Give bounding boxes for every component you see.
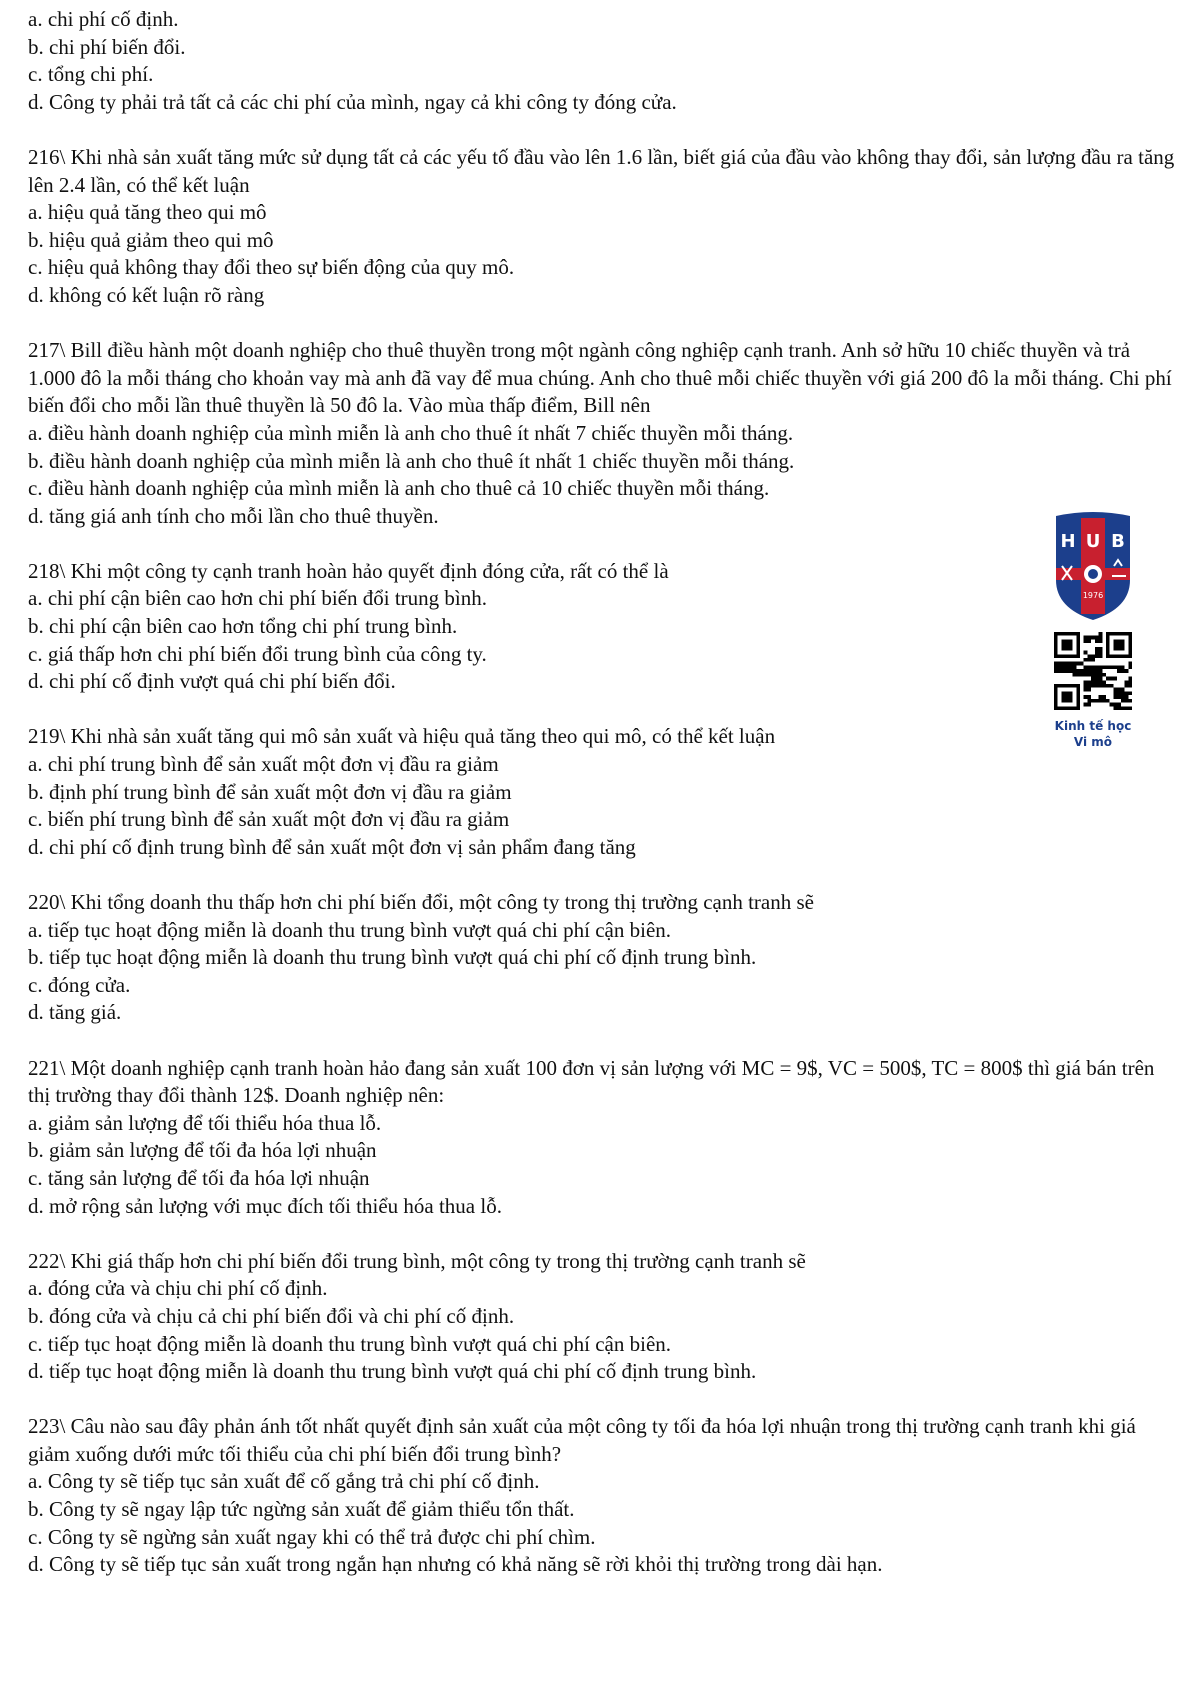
option-line: b. chi phí biến đổi.	[28, 34, 186, 59]
question-text: 217\ Bill điều hành một doanh nghiệp cho thuê thuyền trong một ngành công nghiệp cạnh tranh. Anh sở hữu 10 chiếc thuyền và trả 1.000 đô la mỗi tháng cho khoản vay mà anh đã vay để mua chúng. Anh cho thuê mỗi chiếc thuyền với giá 200 đô la mỗi tháng. Chi phí biến đổi cho mỗi lần thuê thuyền là 50 đô la. Vào mùa thấp điểm, Bill nên	[28, 338, 1172, 418]
option-line: a. chi phí cố định.	[28, 7, 179, 31]
option-line: d. tăng giá.	[28, 1000, 122, 1025]
caption-line: Vi mô	[1073, 735, 1113, 749]
option-line: a. hiệu quả tăng theo qui mô	[28, 200, 267, 225]
logo-letter: H	[1060, 531, 1076, 552]
option-line: a. đóng cửa và chịu chi phí cố định.	[28, 1276, 328, 1301]
option-line: d. tiếp tục hoạt động miễn là doanh thu trung bình vượt quá chi phí cố định trung bình.	[28, 1359, 757, 1384]
option-line: c. tiếp tục hoạt động miễn là doanh thu trung bình vượt quá chi phí cận biên.	[28, 1331, 672, 1356]
logo-letter: U	[1085, 531, 1101, 552]
option-line: d. Công ty sẽ tiếp tục sản xuất trong ngắn hạn nhưng có khả năng sẽ rời khỏi thị trường trong dài hạn.	[28, 1552, 883, 1577]
hub-shield-icon	[1052, 510, 1134, 622]
option-line: c. điều hành doanh nghiệp của mình miễn là anh cho thuê cả 10 chiếc thuyền mỗi tháng.	[28, 476, 770, 501]
question-218	[28, 558, 1178, 696]
option-line: b. định phí trung bình để sản xuất một đơn vị đầu ra giảm	[28, 779, 512, 804]
question-221	[28, 1055, 1178, 1221]
qr-code-icon	[1054, 632, 1132, 710]
question-text: 221\ Một doanh nghiệp cạnh tranh hoàn hảo đang sản xuất 100 đơn vị sản lượng với MC = 9$, VC = 500$, TC = 800$ thì giá bán trên thị trường thay đổi thành 12$. Doanh nghiệp nên:	[28, 1055, 1155, 1108]
option-line: d. không có kết luận rõ ràng	[28, 282, 265, 307]
course-caption	[1055, 718, 1132, 750]
option-line: a. chi phí cận biên cao hơn chi phí biến đổi trung bình.	[28, 586, 487, 611]
option-line: d. chi phí cố định vượt quá chi phí biến đổi.	[28, 669, 396, 694]
hub-logo-panel	[1048, 510, 1138, 750]
question-222	[28, 1248, 1178, 1386]
question-217	[28, 337, 1178, 530]
question-216	[28, 144, 1178, 310]
option-line: c. tăng sản lượng để tối đa hóa lợi nhuận	[28, 1165, 370, 1190]
option-line: b. tiếp tục hoạt động miễn là doanh thu trung bình vượt quá chi phí cố định trung bình.	[28, 945, 757, 970]
question-text: 218\ Khi một công ty cạnh tranh hoàn hảo quyết định đóng cửa, rất có thể là	[28, 558, 669, 583]
option-line: a. chi phí trung bình để sản xuất một đơn vị đầu ra giảm	[28, 752, 499, 777]
option-line: a. điều hành doanh nghiệp của mình miễn là anh cho thuê ít nhất 7 chiếc thuyền mỗi tháng.	[28, 420, 794, 445]
question-text: 220\ Khi tổng doanh thu thấp hơn chi phí biến đổi, một công ty trong thị trường cạnh tranh sẽ	[28, 890, 814, 914]
option-line: a. tiếp tục hoạt động miễn là doanh thu trung bình vượt quá chi phí cận biên.	[28, 917, 672, 942]
question-text: 219\ Khi nhà sản xuất tăng qui mô sản xuất và hiệu quả tăng theo qui mô, có thể kết luận	[28, 724, 776, 749]
question-text: 216\ Khi nhà sản xuất tăng mức sử dụng tất cả các yếu tố đầu vào lên 1.6 lần, biết giá của đầu vào không thay đổi, sản lượng đầu ra tăng lên 2.4 lần, có thể kết luận	[28, 144, 1175, 197]
option-line: a. giảm sản lượng để tối thiểu hóa thua lỗ.	[28, 1110, 382, 1135]
question-220	[28, 889, 1178, 1027]
option-line: d. chi phí cố định trung bình để sản xuất một đơn vị sản phẩm đang tăng	[28, 834, 636, 859]
option-line: a. Công ty sẽ tiếp tục sản xuất để cố gắng trả chi phí cố định.	[28, 1469, 540, 1494]
option-line: b. chi phí cận biên cao hơn tổng chi phí trung bình.	[28, 614, 458, 639]
option-line: b. giảm sản lượng để tối đa hóa lợi nhuận	[28, 1138, 377, 1163]
caption-line: Kinh tế học	[1054, 719, 1132, 733]
logo-letter: B	[1111, 531, 1125, 552]
option-line: b. Công ty sẽ ngay lập tức ngừng sản xuất để giảm thiểu tổn thất.	[28, 1497, 575, 1522]
option-line: c. giá thấp hơn chi phí biến đổi trung bình của công ty.	[28, 641, 487, 666]
option-line: b. đóng cửa và chịu cả chi phí biến đổi và chi phí cố định.	[28, 1303, 515, 1328]
document-body	[28, 6, 1178, 1579]
question-223	[28, 1413, 1178, 1579]
question-text: 223\ Câu nào sau đây phản ánh tốt nhất quyết định sản xuất của một công ty tối đa hóa lợi nhuận trong thị trường cạnh tranh khi giá giảm xuống dưới mức tối thiểu của chi phí biến đổi trung bình?	[28, 1414, 1136, 1466]
option-line: c. biến phí trung bình để sản xuất một đơn vị đầu ra giảm	[28, 807, 510, 832]
option-line: c. tổng chi phí.	[28, 62, 154, 87]
previous-question-options	[28, 6, 1178, 116]
option-line: d. mở rộng sản lượng với mục đích tối thiểu hóa thua lỗ.	[28, 1193, 502, 1218]
option-line: c. hiệu quả không thay đổi theo sự biến động của quy mô.	[28, 255, 515, 280]
option-line: c. đóng cửa.	[28, 972, 131, 997]
option-line: b. hiệu quả giảm theo qui mô	[28, 227, 274, 252]
question-text: 222\ Khi giá thấp hơn chi phí biến đổi trung bình, một công ty trong thị trường cạnh tranh sẽ	[28, 1248, 806, 1273]
option-line: b. điều hành doanh nghiệp của mình miễn là anh cho thuê ít nhất 1 chiếc thuyền mỗi tháng.	[28, 448, 795, 473]
option-line: d. tăng giá anh tính cho mỗi lần cho thuê thuyền.	[28, 503, 439, 528]
option-line: d. Công ty phải trả tất cả các chi phí của mình, ngay cả khi công ty đóng cửa.	[28, 89, 677, 114]
option-line: c. Công ty sẽ ngừng sản xuất ngay khi có thể trả được chi phí chìm.	[28, 1524, 596, 1549]
question-219	[28, 723, 1178, 861]
logo-year: 1976	[1082, 591, 1104, 600]
